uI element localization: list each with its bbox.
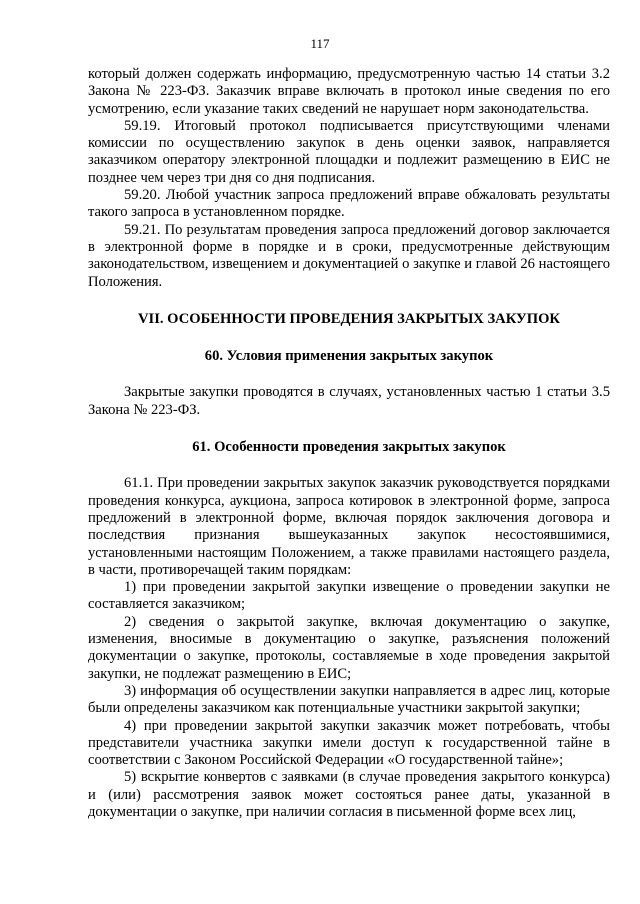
section-60-text: Закрытые закупки проводятся в случаях, установленных частью 1 статьи 3.5 Закона № 223-ФЗ. [88, 384, 610, 418]
paragraph-61-1: 61.1. При проведении закрытых закупок заказчик руководствуется порядками проведения конкурса, аукциона, запроса котировок в электронной форме, запроса предложений в электронной форме, включая порядок заключения договора и последствия признания вышеуказанных закупок несостоявшимися, установленными настоящим Положением, а также правилами настоящего раздела, в части, противоречащей таким порядкам: [88, 475, 610, 578]
list-item-1: 1) при проведении закрытой закупки извещение о проведении закупки не составляется заказчиком; [88, 579, 610, 613]
chapter-title: VII. ОСОБЕННОСТИ ПРОВЕДЕНИЯ ЗАКРЫТЫХ ЗАКУПОК [137, 310, 560, 327]
paragraph-continuation: который должен содержать информацию, предусмотренную частью 14 статьи 3.2 Закона № 223-ФЗ. Заказчик вправе включать в протокол иные сведения по его усмотрению, если указание таких сведений не нарушает норм законодательства. [88, 66, 610, 117]
section-61-title: 61. Особенности проведения закрытых закупок [192, 439, 506, 456]
section-60-title: 60. Условия применения закрытых закупок [204, 348, 494, 365]
paragraph-59-20: 59.20. Любой участник запроса предложений вправе обжаловать результаты такого запроса в установленном порядке. [88, 187, 610, 221]
paragraph-59-21: 59.21. По результатам проведения запроса предложений договор заключается в электронной форме в порядке и в сроки, предусмотренные действующим законодательством, извещением и документацией о закупке и главой 26 настоящего Положения. [88, 221, 610, 290]
page-content [88, 66, 610, 821]
page-number: 117 [310, 36, 330, 51]
list-item-5: 5) вскрытие конвертов с заявками (в случае проведения закрытого конкурса) и (или) рассмотрения заявок может состояться ранее даты, указанной в документации о закупке, при наличии согласия в письменной форме всех лиц, [88, 769, 610, 820]
paragraph-59-19: 59.19. Итоговый протокол подписывается присутствующими членами комиссии по осуществлению закупок в день оценки заявок, направляется заказчиком оператору электронной площадки и подлежит размещению в ЕИС не позднее чем через три дня со дня подписания. [88, 117, 610, 186]
list-item-3: 3) информация об осуществлении закупки направляется в адрес лиц, которые были определены заказчиком как потенциальные участники закрытой закупки; [88, 682, 610, 717]
list-item-4: 4) при проведении закрытой закупки заказчик может потребовать, чтобы представители участника закупки имели доступ к государственной тайне в соответствии с Законом Российской Федерации «О государственной тайне»; [88, 717, 610, 769]
list-item-2: 2) сведения о закрытой закупке, включая документацию о закупке, изменения, вносимые в документацию о закупке, разъяснения положений документации о закупке, протоколы, составляемые в ходе проведения закрытой закупки, не подлежат размещению в ЕИС; [88, 613, 610, 682]
